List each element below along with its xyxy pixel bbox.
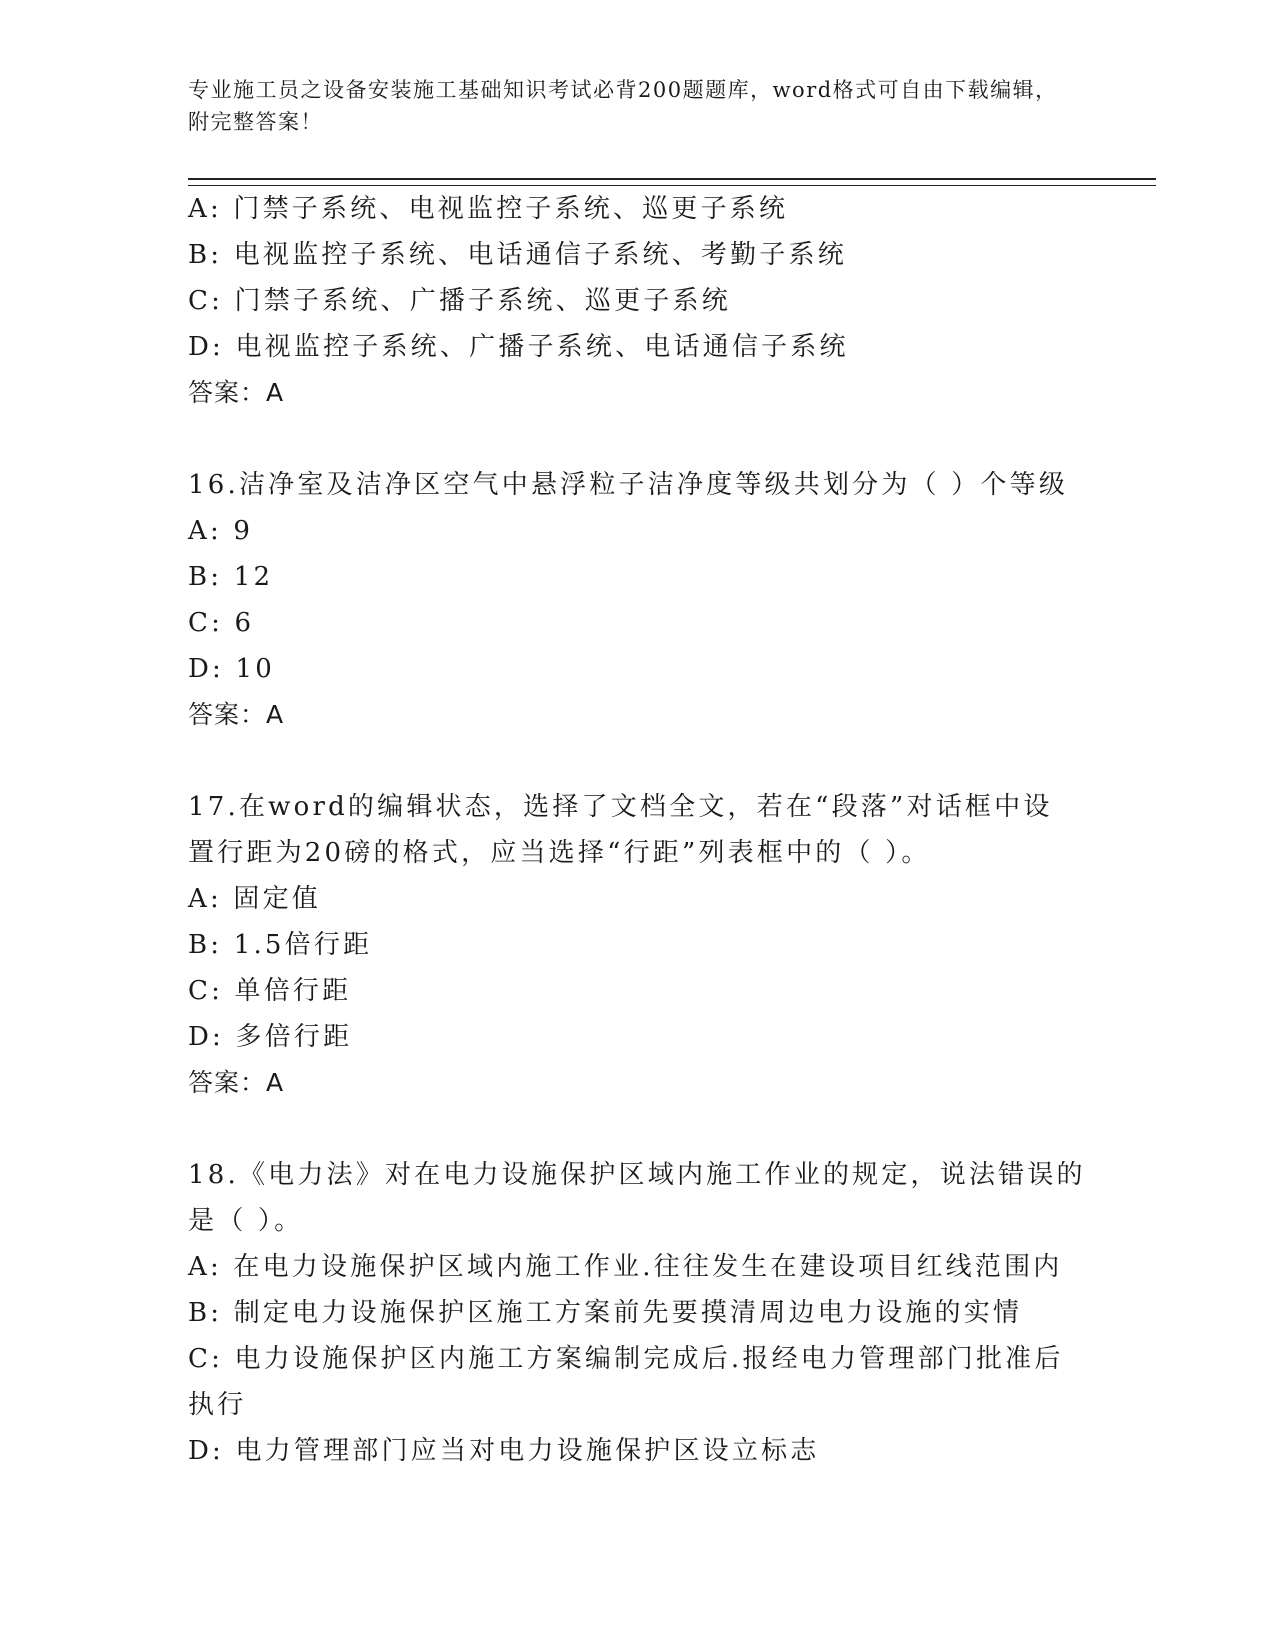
spacer <box>188 1106 1088 1152</box>
option-c: C: 单倍行距 <box>188 976 352 1006</box>
question-16 <box>188 462 1088 738</box>
question-stem-line-1: 17.在word的编辑状态，选择了文档全文，若在“段落”对话框中设 <box>188 792 1053 822</box>
spacer <box>188 416 1088 462</box>
question-stem: 16.洁净室及洁净区空气中悬浮粒子洁净度等级共划分为（ ）个等级 <box>188 470 1069 500</box>
option-c: C: 电力设施保护区内施工方案编制完成后.报经电力管理部门批准后 <box>188 1344 1064 1374</box>
option-c: C: 6 <box>188 608 255 638</box>
question-17 <box>188 784 1088 1106</box>
question-stem-line-2: 是（ ）。 <box>188 1206 304 1236</box>
document-header: 专业施工员之设备安装施工基础知识考试必背200题题库，word格式可自由下载编辑，附完整答案！ <box>188 78 1058 134</box>
answer-line: 答案：A <box>188 378 285 407</box>
question-15-continued <box>188 186 1088 416</box>
answer-line: 答案：A <box>188 1068 285 1097</box>
option-d: D: 多倍行距 <box>188 1022 353 1052</box>
answer-line: 答案：A <box>188 700 285 729</box>
spacer <box>188 738 1088 784</box>
option-c: C: 门禁子系统、广播子系统、巡更子系统 <box>188 286 731 316</box>
question-18 <box>188 1152 1088 1474</box>
question-stem-line-1: 18.《电力法》对在电力设施保护区域内施工作业的规定，说法错误的 <box>188 1160 1086 1190</box>
option-b: B: 制定电力设施保护区施工方案前先要摸清周边电力设施的实情 <box>188 1298 1023 1328</box>
option-b: B: 12 <box>188 562 274 592</box>
document-body <box>188 186 1088 1474</box>
option-b: B: 电视监控子系统、电话通信子系统、考勤子系统 <box>188 240 847 270</box>
option-c-continued: 执行 <box>188 1390 247 1420</box>
option-a: A: 9 <box>188 516 254 546</box>
option-d: D: 电力管理部门应当对电力设施保护区设立标志 <box>188 1436 820 1466</box>
option-d: D: 10 <box>188 654 275 684</box>
header-divider <box>188 178 1156 186</box>
option-b: B: 1.5倍行距 <box>188 930 373 960</box>
question-stem-line-2: 置行距为20磅的格式，应当选择“行距”列表框中的（ ）。 <box>188 838 931 868</box>
option-a: A: 固定值 <box>188 884 322 914</box>
option-a: A: 在电力设施保护区域内施工作业.往往发生在建设项目红线范围内 <box>188 1252 1063 1282</box>
option-a: A: 门禁子系统、电视监控子系统、巡更子系统 <box>188 194 789 224</box>
option-d: D: 电视监控子系统、广播子系统、电话通信子系统 <box>188 332 849 362</box>
